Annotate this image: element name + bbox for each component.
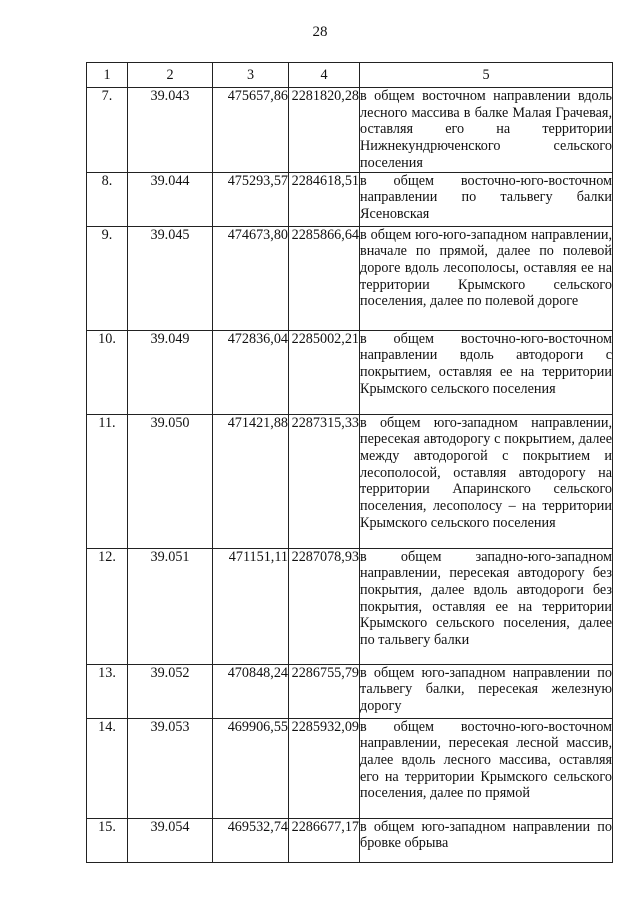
coordinate-x: 475657,86 xyxy=(213,88,289,173)
table-row xyxy=(87,548,613,664)
header-col-3: 3 xyxy=(213,63,289,88)
table-header-row xyxy=(87,63,613,88)
row-number: 7. xyxy=(87,88,128,173)
boundary-table xyxy=(86,62,613,863)
point-code: 39.052 xyxy=(128,664,213,718)
point-code: 39.043 xyxy=(128,88,213,173)
coordinate-y: 2286677,17 xyxy=(289,818,360,862)
coordinate-x: 472836,04 xyxy=(213,330,289,414)
coordinate-y: 2287315,33 xyxy=(289,414,360,548)
boundary-description: в общем восточно-юго-восточном направлении вдоль автодороги с покрытием, оставляя ее на территории Крымского сельского поселения xyxy=(360,330,613,414)
coordinate-x: 475293,57 xyxy=(213,172,289,226)
table-row xyxy=(87,818,613,862)
coordinate-y: 2285866,64 xyxy=(289,226,360,330)
row-number: 13. xyxy=(87,664,128,718)
coordinate-x: 469532,74 xyxy=(213,818,289,862)
boundary-description: в общем восточном направлении вдоль лесного массива в балке Малая Грачевая, оставляя его на территории Нижнекундрюченского сельского поселения xyxy=(360,88,612,171)
boundary-description: в общем восточно-юго-восточном направлении, пересекая лесной массив, далее вдоль лесного массива, оставляя его на территории Крымского сельского поселения, далее по прямой xyxy=(360,718,613,818)
boundary-description: в общем западно-юго-западном направлении, пересекая автодорогу без покрытия, далее вдоль автодороги без покрытия, оставляя ее на территории Крымского сельского поселения, далее по тальвегу балки xyxy=(360,548,613,664)
boundary-description: в общем юго-западном направлении по бровке обрыва xyxy=(360,818,613,862)
coordinate-x: 470848,24 xyxy=(213,664,289,718)
point-code: 39.045 xyxy=(128,226,213,330)
coordinate-x: 471421,88 xyxy=(213,414,289,548)
table-row xyxy=(87,664,613,718)
point-code: 39.044 xyxy=(128,172,213,226)
row-number: 10. xyxy=(87,330,128,414)
point-code: 39.054 xyxy=(128,818,213,862)
table-row xyxy=(87,172,613,226)
header-col-5: 5 xyxy=(360,63,613,88)
coordinate-y: 2285932,09 xyxy=(289,718,360,818)
boundary-description: в общем юго-западном направлении по тальвегу балки, пересекая железную дорогу xyxy=(360,664,613,718)
header-col-2: 2 xyxy=(128,63,213,88)
point-code: 39.053 xyxy=(128,718,213,818)
row-number: 11. xyxy=(87,414,128,548)
boundary-description: в общем юго-западном направлении, пересекая автодорогу с покрытием, далее между автодорогой с покрытием и лесополосой, оставляя автодорогу на территории Апаринского сельского поселения, лесополосу – на территории Крымского сельского поселения xyxy=(360,414,613,548)
coordinate-y: 2287078,93 xyxy=(289,548,360,664)
point-code: 39.050 xyxy=(128,414,213,548)
table-row xyxy=(87,88,613,173)
row-number: 12. xyxy=(87,548,128,664)
header-col-4: 4 xyxy=(289,63,360,88)
coordinate-y: 2284618,51 xyxy=(289,172,360,226)
table-row xyxy=(87,330,613,414)
header-col-1: 1 xyxy=(87,63,128,88)
page-number: 28 xyxy=(312,24,328,40)
coordinate-x: 474673,80 xyxy=(213,226,289,330)
coordinate-x: 471151,11 xyxy=(213,548,289,664)
coordinate-y: 2286755,79 xyxy=(289,664,360,718)
table-row xyxy=(87,718,613,818)
coordinate-x: 469906,55 xyxy=(213,718,289,818)
coordinate-y: 2285002,21 xyxy=(289,330,360,414)
point-code: 39.051 xyxy=(128,548,213,664)
row-number: 9. xyxy=(87,226,128,330)
coordinate-y: 2281820,28 xyxy=(289,88,360,173)
row-number: 8. xyxy=(87,172,128,226)
boundary-description: в общем юго-юго-западном направлении, вначале по прямой, далее по полевой дороге вдоль лесополосы, оставляя ее на территории Крымского сельского поселения, далее по полевой дороге xyxy=(360,226,613,330)
boundary-description: в общем восточно-юго-восточном направлении по тальвегу балки Ясеновская xyxy=(360,172,613,226)
row-number: 15. xyxy=(87,818,128,862)
table-row xyxy=(87,414,613,548)
table-row xyxy=(87,226,613,330)
row-number: 14. xyxy=(87,718,128,818)
point-code: 39.049 xyxy=(128,330,213,414)
